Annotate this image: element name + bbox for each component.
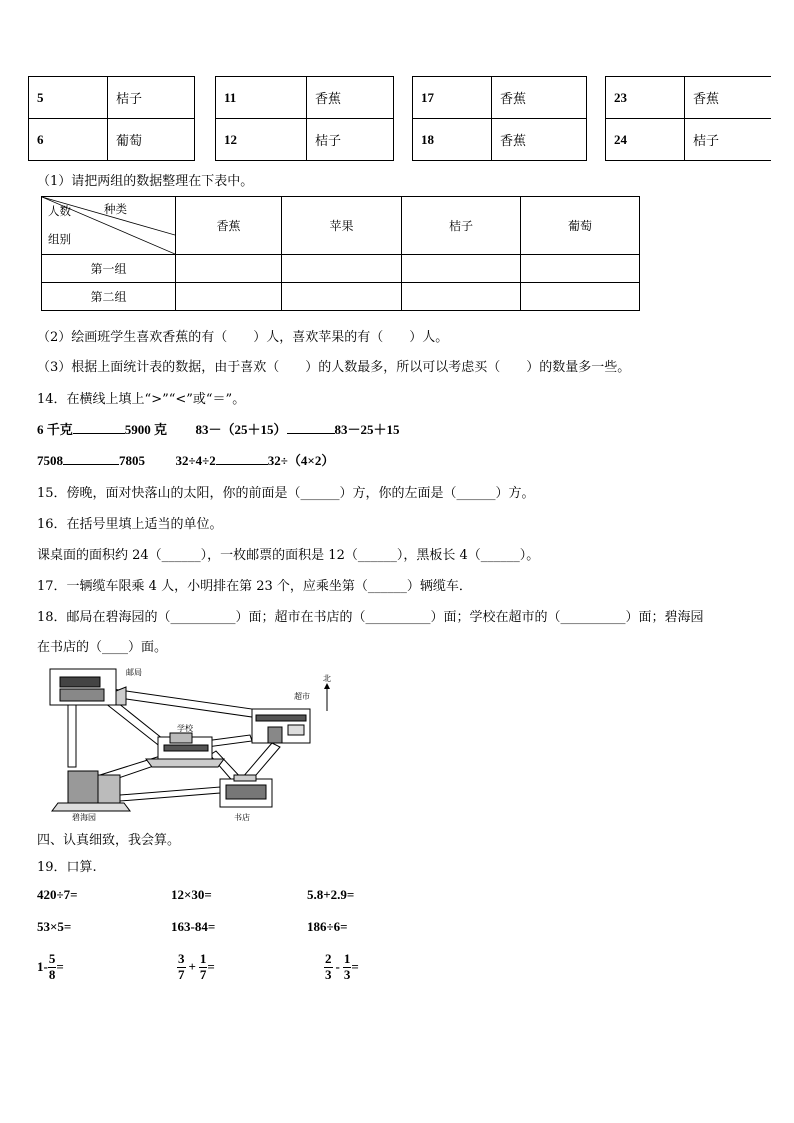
answer-blank[interactable] (73, 433, 125, 434)
column-divider (587, 77, 606, 161)
question-16-title: 16．在括号里填上适当的单位。 (37, 517, 223, 532)
operator: - (335, 959, 340, 975)
question-2: （2）绘画班学生喜欢香蕉的有（ ）人，喜欢苹果的有（ ）人。 (37, 330, 449, 345)
table-cell: 桔子 (685, 119, 772, 161)
question-1: （1）请把两组的数据整理在下表中。 (37, 174, 254, 189)
question-14-row-2 (37, 450, 334, 469)
row-label: 第二组 (42, 283, 176, 311)
table-cell: 桔子 (307, 119, 394, 161)
answer-blank[interactable] (63, 464, 119, 465)
column-header: 葡萄 (521, 197, 640, 255)
column-header: 苹果 (282, 197, 402, 255)
compare-item: 7508 (37, 453, 63, 468)
answer-cell[interactable] (402, 255, 521, 283)
fraction-expression (37, 952, 64, 983)
location-map (40, 663, 340, 823)
table-header-row (42, 197, 640, 255)
calc-item: 163-84= (171, 919, 216, 934)
fraction-expression (324, 952, 359, 983)
table-cell: 香蕉 (492, 119, 587, 161)
corner-label-kind: 种类 (104, 202, 127, 216)
table-row (42, 283, 640, 311)
label-supermarket: 超市 (294, 692, 310, 701)
fraction: $\frac{5}{8}$ (48, 951, 56, 982)
road (112, 689, 252, 717)
fraction-expression (177, 952, 215, 983)
row-label: 第一组 (42, 255, 176, 283)
label-north: 北 (323, 674, 331, 683)
question-17: 17．一辆缆车限乘 4 人，小明排在第 23 个，应乘坐第（______）辆缆车． (37, 579, 472, 594)
school-building (146, 733, 224, 767)
north-arrow-icon (324, 683, 330, 711)
corner-label-people: 人数 (48, 204, 71, 218)
label-post-office: 邮局 (126, 668, 142, 677)
question-14-title: 14．在横线上填上“>”“<”或“＝”。 (37, 392, 246, 407)
table-cell: 香蕉 (307, 77, 394, 119)
calc-item: 420÷7= (37, 887, 78, 902)
question-15: 15．傍晚，面对快落山的太阳，你的前面是（______）方，你的左面是（______）方。 (37, 486, 535, 501)
fraction: $\frac{1}{7}$ (199, 951, 207, 982)
post-office-building (50, 669, 126, 705)
answer-cell[interactable] (282, 283, 402, 311)
table-cell: 5 (29, 77, 108, 119)
supermarket-building (252, 709, 310, 743)
table-cell: 11 (216, 77, 307, 119)
statistics-table (41, 196, 640, 311)
operator: 1- (37, 959, 48, 975)
answer-cell[interactable] (402, 283, 521, 311)
column-header: 香蕉 (176, 197, 282, 255)
answer-cell[interactable] (282, 255, 402, 283)
table-row (29, 77, 772, 119)
label-bihaiyuan: 碧海园 (72, 813, 96, 822)
question-16-line: 课桌面的面积约 24（______），一枚邮票的面积是 12（______），黑板长 4（______）。 (37, 548, 540, 563)
answer-blank[interactable] (287, 433, 335, 434)
answer-cell[interactable] (521, 283, 640, 311)
column-divider (394, 77, 413, 161)
table-cell: 23 (606, 77, 685, 119)
question-18-line-1: 18．邮局在碧海园的（__________）面；超市在书店的（__________）面；学校在超市的（__________）面；碧海园 (37, 610, 704, 625)
answer-cell[interactable] (176, 255, 282, 283)
bookstore-building (220, 775, 272, 807)
table-cell: 桔子 (108, 77, 195, 119)
corner-label-group: 组别 (48, 232, 71, 246)
question-3: （3）根据上面统计表的数据，由于喜欢（ ）的人数最多，所以可以考虑买（ ）的数量多一些。 (37, 360, 631, 375)
fraction: $\frac{1}{3}$ (343, 951, 351, 982)
question-19-title: 19．口算. (37, 860, 97, 875)
fraction: $\frac{2}{3}$ (325, 951, 332, 982)
table-cell: 17 (413, 77, 492, 119)
equals: = (56, 959, 64, 975)
table-cell: 24 (606, 119, 685, 161)
road (68, 703, 76, 767)
calc-item: 53×5= (37, 919, 72, 934)
compare-item: 7805 (119, 453, 145, 468)
calc-item: 12×30= (171, 887, 212, 902)
answer-cell[interactable] (521, 255, 640, 283)
table-cell: 香蕉 (492, 77, 587, 119)
operator: + (188, 959, 196, 975)
compare-item: 32÷（4×2） (267, 453, 335, 468)
table-cell: 6 (29, 119, 108, 161)
calc-item: 186÷6= (307, 919, 348, 934)
column-divider (195, 77, 216, 161)
equals: = (351, 959, 359, 975)
question-18-line-2: 在书店的（____）面。 (37, 640, 168, 655)
equals: = (207, 959, 215, 975)
diagonal-header-cell (42, 197, 176, 255)
compare-item: 5900 克 (124, 422, 168, 437)
compare-item: 83－25＋15 (334, 422, 400, 437)
question-14-row-1 (37, 419, 400, 438)
road (120, 787, 220, 801)
table-cell: 香蕉 (685, 77, 772, 119)
calc-item: 5.8+2.9= (307, 887, 355, 902)
table-cell: 12 (216, 119, 307, 161)
section-4-heading: 四、认真细致，我会算。 (37, 833, 181, 848)
bihaiyuan-building (52, 771, 130, 811)
compare-item: 83－（25＋15） (195, 422, 287, 437)
label-school: 学校 (177, 724, 193, 733)
compare-item: 6 千克 (37, 422, 73, 437)
fraction: $\frac{3}{7}$ (178, 951, 185, 982)
table-cell: 18 (413, 119, 492, 161)
answer-cell[interactable] (176, 283, 282, 311)
answer-blank[interactable] (216, 464, 268, 465)
table-row (42, 255, 640, 283)
column-header: 桔子 (402, 197, 521, 255)
compare-item: 32÷4÷2 (175, 453, 216, 468)
table-cell: 葡萄 (108, 119, 195, 161)
label-bookstore: 书店 (234, 813, 250, 822)
fruit-preference-table (28, 76, 771, 161)
